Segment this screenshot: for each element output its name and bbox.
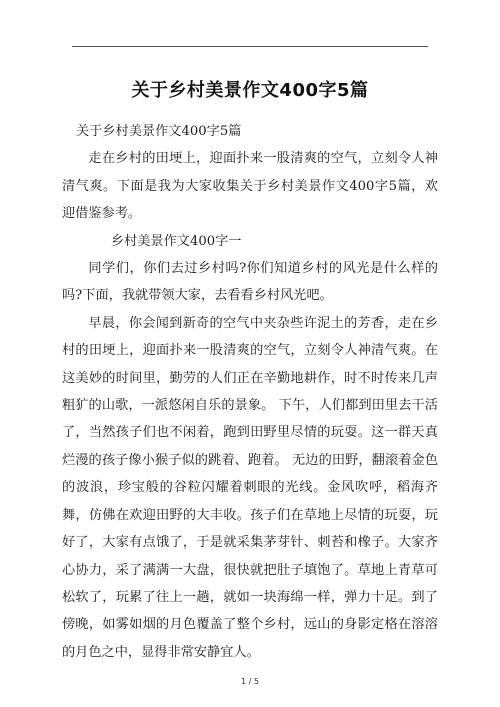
- header-rule: [72, 46, 428, 47]
- section-title: 乡村美景作文400字一: [110, 233, 242, 249]
- document-title: 关于乡村美景作文400字5篇: [131, 80, 369, 101]
- paragraph-2: 早晨，你会闻到新奇的空气中夹杂些许泥土的芳香，走在乡村的田埂上，迎面扑来一股清爽的空气，立刻令人神清气爽。在这美妙的时间里，勤劳的人们正在辛勤地耕作，时不时传来几声粗犷的山歌，一派悠闲自乐的景象。 下午，人们都到田里去干活了，当然孩子们也不闲着，跑到田野里尽情的玩耍。这一群天真烂漫的孩子像小猴子似的跳着、跑着。 无边的田野，翻滚着金色的波浪，珍宝般的谷粒闪耀着刺眼的光线。金风吹呼，稻海齐舞，仿佛在欢迎田野的大丰收。孩子们在草地上尽情的玩耍，玩好了，大家有点饿了，于是就采集茅芽针、刺苔和橡子。大家齐心协力，采了满满一大盘，很快就把肚子填饱了。草地上青草可松软了，玩累了往上一趟，就如一块海绵一样，弹力十足。到了傍晚，如雾如烟的月色覆盖了整个乡村，远山的身影定格在溶溶的月色之中，显得非常安静宜人。: [62, 315, 438, 660]
- paragraph-1: 同学们，你们去过乡村吗?你们知道乡村的风光是什么样的吗?下面，我就带领大家，去看看乡村风光吧。: [62, 261, 438, 304]
- intro-paragraph: 走在乡村的田埂上，迎面扑来一股清爽的空气，立刻令人神清气爽。下面是我为大家收集关于乡村美景作文400字5篇，欢迎借鉴参考。: [62, 151, 438, 222]
- document-subtitle: 关于乡村美景作文400字5篇: [76, 124, 242, 139]
- page-number: 1 / 5: [241, 677, 259, 686]
- document-body: [62, 118, 438, 666]
